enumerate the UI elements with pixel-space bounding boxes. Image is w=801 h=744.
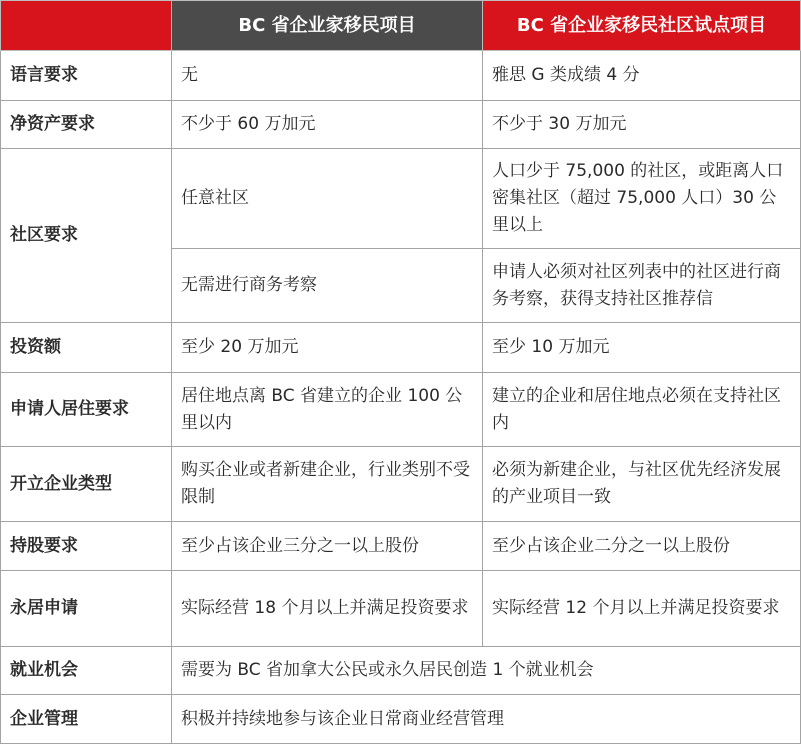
table-row <box>1 647 801 695</box>
merged-cell: 积极并持续地参与该企业日常商业经营管理 <box>172 695 801 744</box>
header-row <box>1 1 801 51</box>
row-label: 企业管理 <box>1 695 172 744</box>
row-label: 申请人居住要求 <box>1 373 172 447</box>
header-corner <box>1 1 172 51</box>
pilot-cell: 实际经营 12 个月以上并满足投资要求 <box>483 571 801 647</box>
pilot-cell: 雅思 G 类成绩 4 分 <box>483 51 801 101</box>
merged-cell: 需要为 BC 省加拿大公民或永久居民创造 1 个就业机会 <box>172 647 801 695</box>
pilot-cell: 建立的企业和居住地点必须在支持社区内 <box>483 373 801 447</box>
header-pilot: BC 省企业家移民社区试点项目 <box>483 1 801 51</box>
table-row <box>1 323 801 373</box>
program-cell: 任意社区 <box>172 149 483 249</box>
row-label: 持股要求 <box>1 522 172 571</box>
program-cell: 居住地点离 BC 省建立的企业 100 公里以内 <box>172 373 483 447</box>
program-cell: 购买企业或者新建企业，行业类别不受限制 <box>172 447 483 522</box>
table-row <box>1 149 801 249</box>
row-label: 就业机会 <box>1 647 172 695</box>
program-cell: 至少占该企业三分之一以上股份 <box>172 522 483 571</box>
row-label: 投资额 <box>1 323 172 373</box>
row-label: 社区要求 <box>1 149 172 323</box>
header-program: BC 省企业家移民项目 <box>172 1 483 51</box>
row-label: 语言要求 <box>1 51 172 101</box>
row-label: 开立企业类型 <box>1 447 172 522</box>
row-label: 净资产要求 <box>1 101 172 149</box>
program-cell: 无需进行商务考察 <box>172 249 483 323</box>
table-row <box>1 373 801 447</box>
table-row <box>1 571 801 647</box>
program-cell: 不少于 60 万加元 <box>172 101 483 149</box>
program-cell: 无 <box>172 51 483 101</box>
pilot-cell: 至少 10 万加元 <box>483 323 801 373</box>
pilot-cell: 申请人必须对社区列表中的社区进行商务考察，获得支持社区推荐信 <box>483 249 801 323</box>
row-label: 永居申请 <box>1 571 172 647</box>
program-cell: 实际经营 18 个月以上并满足投资要求 <box>172 571 483 647</box>
table-row <box>1 522 801 571</box>
table-row <box>1 51 801 101</box>
program-cell: 至少 20 万加元 <box>172 323 483 373</box>
table-row <box>1 101 801 149</box>
pilot-cell: 人口少于 75,000 的社区，或距离人口密集社区（超过 75,000 人口）30 公里以上 <box>483 149 801 249</box>
table-row <box>1 447 801 522</box>
pilot-cell: 必须为新建企业，与社区优先经济发展的产业项目一致 <box>483 447 801 522</box>
pilot-cell: 不少于 30 万加元 <box>483 101 801 149</box>
pilot-cell: 至少占该企业二分之一以上股份 <box>483 522 801 571</box>
table-row <box>1 695 801 744</box>
